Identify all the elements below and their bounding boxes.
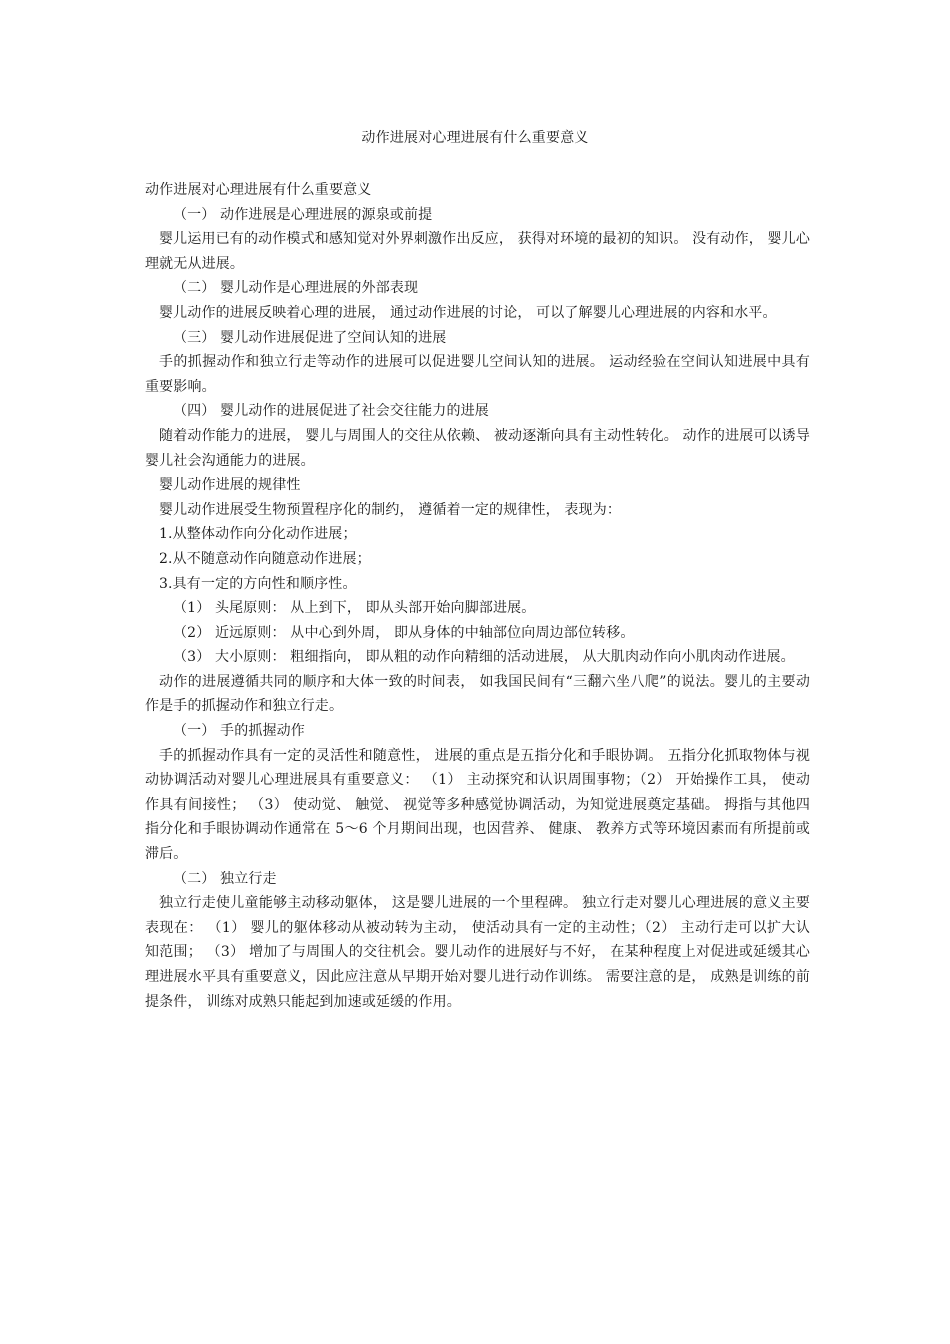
paragraph: 婴儿动作进展受生物预置程序化的制约， 遵循着一定的规律性， 表现为：: [159, 501, 621, 518]
paragraph: （四） 婴儿动作的进展促进了社会交往能力的进展: [173, 403, 489, 420]
document-title: 动作进展对心理进展有什么重要意义: [361, 130, 589, 146]
paragraph: （二） 婴儿动作是心理进展的外部表现: [173, 280, 419, 297]
paragraph: 动作进展对心理进展有什么重要意义: [145, 182, 372, 198]
paragraph: 动作的进展遵循共同的顺序和大体一致的时间表， 如我国民间有“三翻六坐八爬”的说法。婴儿的主要动作是手的抓握动作和独立行走。: [145, 673, 810, 715]
paragraph: 2.从不随意动作向随意动作进展；: [159, 550, 371, 567]
paragraph: （二） 独立行走: [173, 870, 277, 887]
paragraph: 独立行走使儿童能够主动移动躯体， 这是婴儿进展的一个里程碑。 独立行走对婴儿心理进展的意义主要表现在： （1） 婴儿的躯体移动从被动转为主动， 使活动具有一定的主动性；（2） 主动行走可以扩大认知范围； （3） 增加了与周围人的交往机会。婴儿动作的进展好与不好， 在某种程度上对促进或延缓其心理进展水平具有重要意义，因此应注意从早期开始对婴儿进行动作训练。 需要注意的是， 成熟是训练的前提条件， 训练对成熟只能起到加速或延缓的作用。: [145, 895, 810, 1010]
paragraph: 3.具有一定的方向性和顺序性。: [159, 575, 357, 592]
document-body: [145, 178, 810, 1014]
paragraph: 婴儿运用已有的动作模式和感知觉对外界刺激作出反应， 获得对环境的最初的知识。 没有动作， 婴儿心理就无从进展。: [145, 231, 810, 272]
paragraph: 手的抓握动作和独立行走等动作的进展可以促进婴儿空间认知的进展。 运动经验在空间认知进展中具有重要影响。: [145, 354, 810, 395]
paragraph: （2） 近远原则： 从中心到外周， 即从身体的中轴部位向周边部位转移。: [173, 624, 635, 641]
paragraph: （三） 婴儿动作进展促进了空间认知的进展: [173, 329, 447, 346]
paragraph: 婴儿动作的进展反映着心理的进展， 通过动作进展的讨论， 可以了解婴儿心理进展的内容和水平。: [159, 304, 777, 321]
paragraph: （一） 动作进展是心理进展的源泉或前提: [173, 206, 433, 223]
paragraph: （一） 手的抓握动作: [173, 723, 305, 740]
paragraph: 手的抓握动作具有一定的灵活性和随意性， 进展的重点是五指分化和手眼协调。 五指分化抓取物体与视动协调活动对婴儿心理进展具有重要意义： （1） 主动探究和认识周围事物；（2） 开始操作工具， 使动作具有间接性； （3） 使动觉、 触觉、 视觉等多种感觉协调活动，为知觉进展奠定基础。 拇指与其他四指分化和手眼协调动作通常在 5～6 个月期间出现，也因营养、 健康、 教养方式等环境因素而有所提前或滞后。: [145, 747, 810, 863]
paragraph: （3） 大小原则： 粗细指向， 即从粗的动作向精细的活动进展， 从大肌肉动作向小肌肉动作进展。: [173, 649, 795, 666]
paragraph: 婴儿动作进展的规律性: [159, 477, 301, 494]
paragraph: 1.从整体动作向分化动作进展；: [159, 526, 357, 543]
paragraph: （1） 头尾原则： 从上到下， 即从头部开始向脚部进展。: [173, 600, 536, 617]
paragraph: 随着动作能力的进展， 婴儿与周围人的交往从依赖、 被动逐渐向具有主动性转化。 动作的进展可以诱导婴儿社会沟通能力的进展。: [145, 427, 810, 469]
